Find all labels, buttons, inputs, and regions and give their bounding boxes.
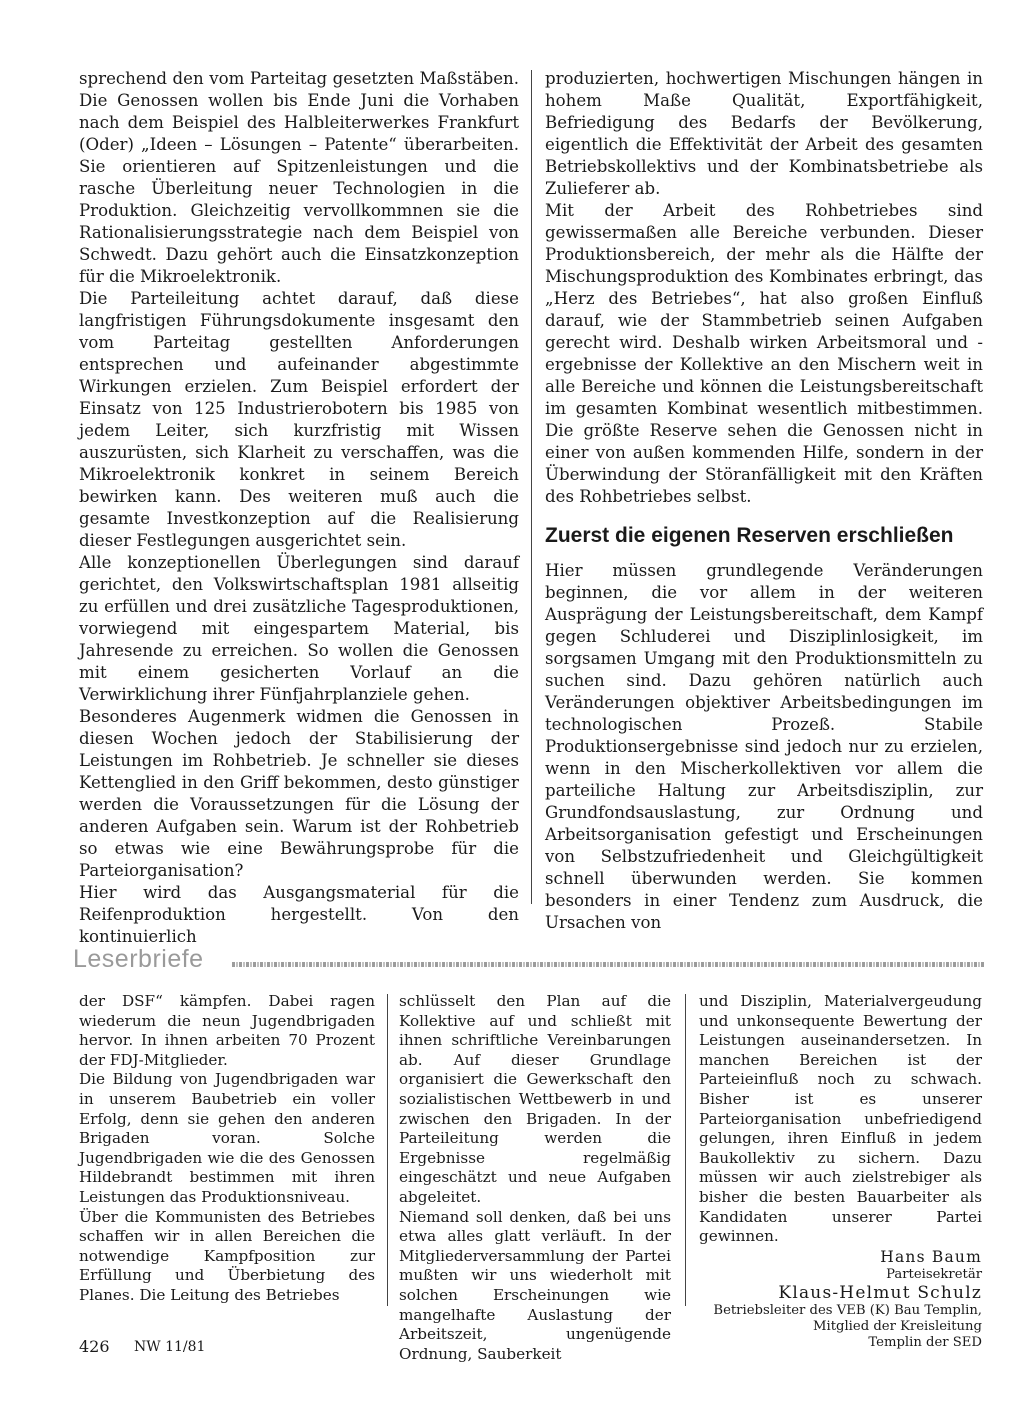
letters-column-1 [79,992,375,1306]
paragraph: Hier wird das Ausgangsmaterial für die Reifenproduktion hergestellt. Von den kontinuierlich [79,883,519,946]
paragraph: Über die Kommunisten des Betriebes schaffen wir in allen Bereichen die notwendige Kampfposition zur Erfüllung und Überbietung des Planes. Die Leitung des Betriebes [79,1207,375,1304]
letters-section-rule [232,962,984,967]
paragraph: Niemand soll denken, daß bei uns etwa alles glatt verläuft. In der Mitgliederversammlung der Partei mußten wir uns wiederholt mit solchen Erscheinungen wie mangelhafte Auslastung der Arbeitszeit, ungenügende Ordnung, Sauberkeit [399,1207,671,1363]
signature-role: Mitglied der Kreisleitung [813,1318,982,1334]
article-column-left [79,68,519,948]
letters-column-2 [399,992,671,1364]
signature-role: Betriebsleiter des VEB (K) Bau Templin, [713,1302,982,1318]
paragraph: Die Bildung von Jugendbrigaden war in unserem Baubetrieb ein voller Erfolg, denn sie gehen den anderen Brigaden voran. Solche Jugendbrigaden wie die des Genossen Hildebrandt bestimmen mit ihren Leistungen das Produktionsniveau. [79,1070,375,1206]
signature-name: Klaus-Helmut Schulz [778,1282,982,1303]
letters-column-3 [699,992,982,1351]
column-divider [387,994,388,1306]
page-number: 426 [79,1337,110,1356]
paragraph: sprechend den vom Parteitag gesetzten Maßstäben. Die Genossen wollen bis Ende Juni die Vorhaben nach dem Beispiel des Halbleiterwerkes Frankfurt (Oder) „Ideen – Lösungen – Patente“ überarbeiten. Sie orientieren auf Spitzenleistungen und die rasche Überleitung neuer Technologien in die Produktion. Gleichzeitig vervollkommnen sie die Rationalisierungsstrategie nach dem Beispiel von Schwedt. Dazu gehört auch die Einsatzkonzeption für die Mikroelektronik. [79,69,519,286]
signature-name: Hans Baum [880,1247,982,1266]
article-column-right [545,68,983,934]
paragraph: der DSF“ kämpfen. Dabei ragen wiederum die neun Jugendbrigaden hervor. In ihnen arbeiten 70 Prozent der FDJ-Mitglieder. [79,992,375,1069]
section-heading: Zuerst die eigenen Reserven erschließen [545,524,954,547]
signature-block [699,1247,982,1351]
column-divider [531,70,532,904]
paragraph: Alle konzeptionellen Überlegungen sind darauf gerichtet, den Volkswirtschaftsplan 1981 allseitig zu erfüllen und drei zusätzliche Tagesproduktionen, vorwiegend mit eingespartem Material, bis Jahresende zu erreichen. So wollen die Genossen mit einem gesicherten Vorlauf an die Verwirklichung ihrer Fünfjahrplanziele gehen. [79,553,519,704]
paragraph: Die Parteileitung achtet darauf, daß diese langfristigen Führungsdokumente insgesamt den vom Parteitag gestellten Anforderungen entsprechen und aufeinander abgestimmte Wirkungen erzielen. Zum Beispiel erfordert der Einsatz von 125 Industrierobotern bis 1985 von jedem Leiter, sich kurzfristig mit Wissen auszurüsten, sich Klarheit zu verschaffen, was die Mikroelektronik konkret in seinem Bereich bewirken kann. Des weiteren muß auch die gesamte Investkonzeption auf die Realisierung dieser Festlegungen ausgerichtet sein. [79,289,519,550]
paragraph: Besonderes Augenmerk widmen die Genossen in diesen Wochen jedoch der Stabilisierung der Leistungen im Rohbetrieb. Je schneller sie dieses Kettenglied in den Griff bekommen, desto günstiger werden die Voraussetzungen für die Lösung der anderen Aufgaben sein. Warum ist der Rohbetrieb so etwas wie eine Bewährungsprobe für die Parteiorganisation? [79,707,519,880]
column-divider [685,994,686,1306]
paragraph: und Disziplin, Materialvergeudung und unkonsequente Bewertung der Leistungen auseinandersetzen. In manchen Bereichen ist der Parteieinfluß noch zu schwach. Bisher ist es unserer Parteiorganisation unbefriedigend gelungen, ihren Einfluß in jedem Baukollektiv zu sichern. Dazu müssen wir auch zielstrebiger als bisher die besten Bauarbeiter als Kandidaten unserer Partei gewinnen. [699,992,982,1246]
signature-role: Templin der SED [868,1334,982,1350]
letters-section-title: Leserbriefe [73,945,204,973]
issue-label: NW 11/81 [134,1339,206,1355]
paragraph: Hier müssen grundlegende Veränderungen beginnen, die vor allem in der weiteren Ausprägung der Leistungsbereitschaft, dem Kampf gegen Schluderei und Disziplinlosigkeit, im sorgsamen Umgang mit den Produktionsmitteln zu suchen sind. Dazu gehören natürlich auch Veränderungen objektiver Arbeitsbedingungen im technologischen Prozeß. Stabile Produktionsergebnisse sind jedoch nur zu erzielen, wenn in den Mischerkollektiven vor allem die parteiliche Haltung zur Arbeitsdisziplin, zur Grundfondsauslastung, zur Ordnung und Arbeitsorganisation gefestigt und Erscheinungen von Selbstzufriedenheit und Gleichgültigkeit schnell überwunden werden. Sie kommen besonders in einer Tendenz zum Ausdruck, die Ursachen von [545,561,983,932]
signature-role: Parteisekretär [886,1266,982,1282]
paragraph: schlüsselt den Plan auf die Kollektive auf und schließt mit ihnen schriftliche Vereinbarungen ab. Auf dieser Grundlage organisiert die Gewerkschaft den sozialistischen Wettbewerb in und zwischen den Brigaden. In der Parteileitung werden die Ergebnisse regelmäßig eingeschätzt und neue Aufgaben abgeleitet. [399,992,671,1206]
paragraph: Mit der Arbeit des Rohbetriebes sind gewissermaßen alle Bereiche verbunden. Dieser Produktionsbereich, der mehr als die Hälfte der Mischungsproduktion des Kombinates erbringt, das „Herz des Betriebes“, hat also großen Einfluß darauf, wie der Stammbetrieb seinen Aufgaben gerecht wird. Deshalb wirken Arbeitsmoral und -ergebnisse der Kollektive an den Mischern weit in alle Bereiche und können die Leistungsbereitschaft im gesamten Kombinat wesentlich mitbestimmen. Die größte Reserve sehen die Genossen nicht in einer von außen kommenden Hilfe, sondern in der Überwindung der Störanfälligkeit mit den Kräften des Rohbetriebes selbst. [545,201,983,506]
paragraph: produzierten, hochwertigen Mischungen hängen in hohem Maße Qualität, Exportfähigkeit, Befriedigung des Bedarfs der Bevölkerung, eigentlich die Effektivität der Arbeit des gesamten Betriebskollektivs und der Kombinatsbetriebe als Zulieferer ab. [545,69,983,198]
